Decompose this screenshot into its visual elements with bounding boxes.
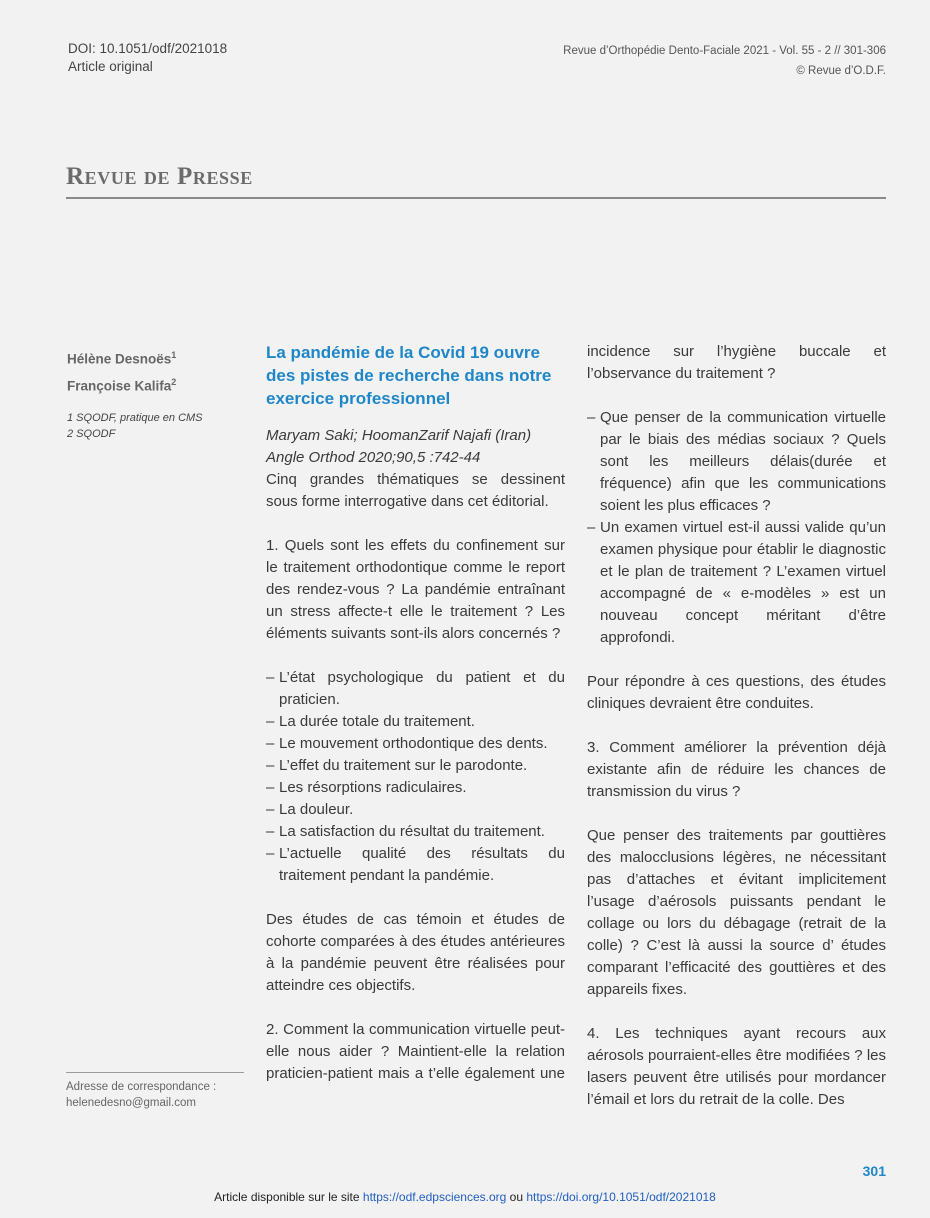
footer-link-site[interactable]: https://odf.edpsciences.org	[362, 1190, 507, 1204]
list-item: – L’effet du traitement sur le parodonte.	[266, 757, 528, 774]
studies-paragraph: Des études de cas témoin et études de cohorte comparées à des études antérieures à la pandémie peuvent être réalisées pour atteindre ces objectifs.	[266, 911, 565, 994]
author-2-sup: 2	[171, 376, 177, 387]
list-item: – La douleur.	[266, 801, 354, 818]
question-3: 3. Comment améliorer la prévention déjà existante afin de réduire les chances de transmission du virus ?	[587, 739, 886, 800]
column-2	[587, 341, 886, 1111]
list-item: – Le mouvement orthodontique des dents.	[266, 735, 548, 752]
list-item: – L’état psychologique du patient et du praticien.	[266, 669, 565, 708]
copyright: © Revue d’O.D.F.	[796, 65, 886, 77]
author-2	[67, 371, 237, 398]
footer-link-doi[interactable]: https://doi.org/10.1051/odf/2021018	[526, 1190, 716, 1204]
section-rule	[66, 197, 886, 199]
author-1-sup: 1	[171, 350, 177, 360]
question-4: 4. Les techniques ayant recours aux aérosols pourraient-elles être modifiées ? les lasers peuvent être utilisés pour mordancer l’émail et lors du retrait de la colle. Des	[587, 1025, 886, 1108]
column-1	[266, 341, 565, 1085]
affiliation-2: 2 SQODF	[67, 428, 116, 440]
list-item: – Que penser de la communication virtuelle par le biais des médias sociaux ? Quels sont les meilleurs délais(durée et fréquence) afin que les communications soient les plus efficaces ?	[587, 409, 886, 514]
doi: DOI: 10.1051/odf/2021018	[68, 41, 228, 56]
question-1: 1. Quels sont les effets du confinement sur le traitement orthodontique comme le report des rendez-vous ? La pandémie entraînant un stress affecte-t elle le traitement ? Les éléments suivants sont-ils alors concernés ?	[266, 537, 565, 642]
list-1	[266, 667, 565, 887]
correspondence-label: Adresse de correspondance :	[66, 1081, 217, 1093]
question-2: 2. Comment la communication virtuelle peut-elle nous aider ? Maintient-elle la relation praticien-patient mais a t’elle également une	[266, 1021, 565, 1082]
header-left	[68, 40, 227, 76]
list-item: – Les résorptions radiculaires.	[266, 779, 467, 796]
article-title: La pandémie de la Covid 19 ouvre des pistes de recherche dans notre exercice professionnel	[266, 343, 552, 408]
page-number: 301	[862, 1163, 886, 1179]
footer-conj: ou	[509, 1190, 524, 1204]
author-1	[67, 344, 237, 371]
affiliation-1: 1 SQODF, pratique en CMS	[67, 412, 203, 424]
article-type: Article original	[68, 59, 153, 74]
list-item: – Un examen virtuel est-il aussi valide qu’un examen physique pour établir le diagnostic et le plan de traitement ? L’examen virtuel accompagné de « e-modèles » est un nouveau concept méritant d’être approfondi.	[587, 519, 886, 646]
reference-authors: Maryam Saki; HoomanZarif Najafi (Iran)	[266, 427, 532, 444]
list-item: – La durée totale du traitement.	[266, 713, 475, 730]
intro-paragraph: Cinq grandes thématiques se dessinent sous forme interrogative dans cet éditorial.	[266, 471, 565, 510]
header-right	[563, 41, 886, 81]
question-2-continued: incidence sur l’hygiène buccale et l’observance du traitement ?	[587, 343, 886, 382]
reference-journal: Angle Orthod 2020;90,5 :742-44	[266, 449, 481, 466]
answer-paragraph: Pour répondre à ces questions, des études cliniques devraient être conduites.	[587, 673, 886, 712]
journal-citation: Revue d’Orthopédie Dento-Faciale 2021 - Vol. 55 - 2 // 301-306	[563, 45, 886, 57]
aligners-paragraph: Que penser des traitements par gouttières des malocclusions légères, ne nécessitant pas d’attaches et évitant implicitement l’usage d’aérosols puissants pendant le collage ou lors du débagage (retrait de la colle) ? C’est là aussi la source d’ études comparant l’efficacité des gouttières et des appareils fixes.	[587, 827, 886, 998]
author-block	[67, 344, 237, 442]
correspondence-email: helenedesno@gmail.com	[66, 1097, 196, 1109]
list-item: – L’actuelle qualité des résultats du traitement pendant la pandémie.	[266, 845, 565, 884]
list-item: – La satisfaction du résultat du traitement.	[266, 823, 545, 840]
author-1-name: Hélène Desnoës	[67, 351, 172, 367]
footer-prefix: Article disponible sur le site	[214, 1190, 360, 1204]
author-2-name: Françoise Kalifa	[67, 378, 172, 393]
list-2	[587, 407, 886, 649]
footer	[0, 1190, 930, 1204]
correspondence	[66, 1072, 244, 1111]
section-title: Revue de Presse	[66, 163, 253, 190]
affiliations	[67, 410, 237, 442]
